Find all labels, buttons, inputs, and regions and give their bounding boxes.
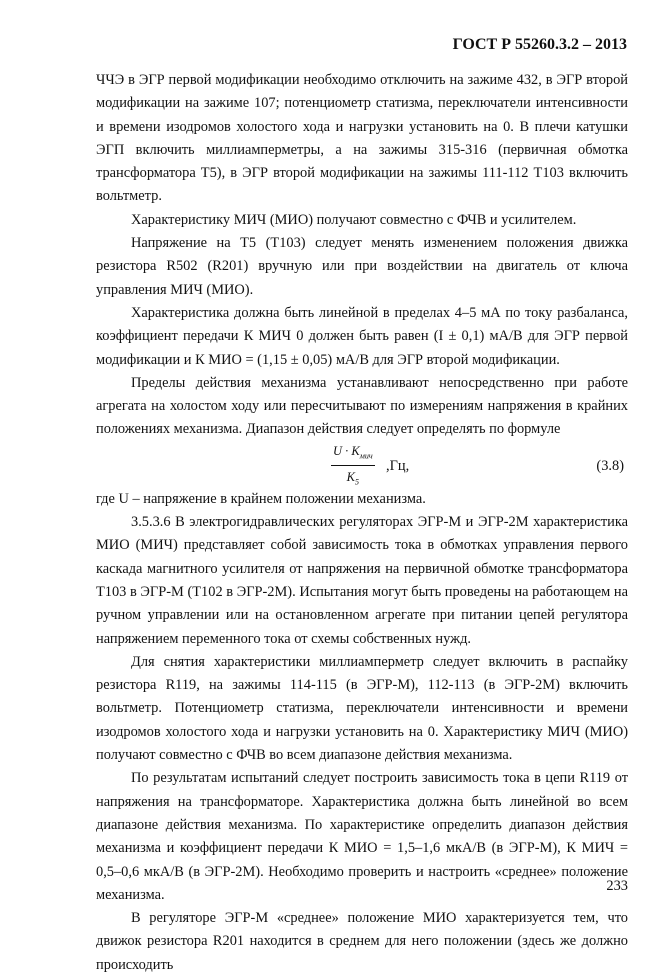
document-body bbox=[96, 69, 628, 977]
paragraph: Для снятия характеристики миллиамперметр следует включить в распайку резистора R119, на зажимы 114-115 (в ЭГР-М), 112-113 (в ЭГР-2М) включить вольтметр. Потенциометр статизма, переключатели интенсивности и времени изодромов холостого хода и нагрузки установить на 0. Характеристику МИЧ (МИО) получают совместно с ФЧВ во всем диапазоне действия механизма. bbox=[96, 653, 628, 764]
paragraph: ЧЧЭ в ЭГР первой модификации необходимо отключить на зажиме 432, в ЭГР второй модификации на зажиме 107; потенциометр статизма, переключатели интенсивности и времени изодромов холостого хода и нагрузки установить на 0. В плечи катушки ЭГП включить миллиамперметры, а на зажимы 315-316 (первичная обмотка трансформатора Т5), в ЭГР второй модификации на зажимы 111-112 Т103 включить вольтметр. bbox=[96, 72, 628, 205]
paragraph: Пределы действия механизма устанавливают непосредственно при работе агрегата на холостом ходу или пересчитывают по измерениям напряжения в крайних положениях механизма. Диапазон действия следует определять по формуле bbox=[96, 374, 628, 438]
paragraph: Характеристика должна быть линейной в пределах 4–5 мА по току разбаланса, коэффициент передачи К МИЧ 0 должен быть равен (I ± 0,1) мА/В для ЭГР первой модификации и К МИО = (1,15 ± 0,05) мА/В для ЭГР второй модификации. bbox=[96, 304, 628, 368]
formula-denominator: $K_5$ bbox=[346, 470, 359, 487]
paragraph: По результатам испытаний следует построить зависимость тока в цепи R119 от напряжения на трансформаторе. Характеристика должна быть линейной во всем диапазоне действия механизма. По характеристике определить диапазон действия механизма и коэффициент передачи К МИО = 1,5–1,6 мкА/В (в ЭГР-М), К МИЧ = 0,5–0,6 мкА/В (в ЭГР-2М). Необходимо проверить и настроить «среднее» положение механизма. bbox=[96, 770, 628, 903]
page-number: 233 bbox=[606, 878, 628, 894]
paragraph: Напряжение на Т5 (Т103) следует менять изменением положения движка резистора R502 (R201) вручную или при воздействии на двигатель от ключа управления МИЧ (МИО). bbox=[96, 235, 628, 298]
formula-number: (3.8) bbox=[596, 457, 624, 474]
document-header: ГОСТ Р 55260.3.2 – 2013 bbox=[452, 36, 627, 53]
formula-numerator: $U \cdot K_{мич}$ bbox=[331, 443, 375, 467]
paragraph: В регуляторе ЭГР-М «среднее» положение МИО характеризуется тем, что движок резистора R201 находится в среднем для него положении (здесь же должно происходить bbox=[96, 910, 628, 973]
paragraph: 3.5.3.6 В электрогидравлических регуляторах ЭГР-М и ЭГР-2М характеристика МИО (МИЧ) представляет собой зависимость тока в обмотках управления первого каскада магнитного усилителя от напряжения на первичной обмотке трансформатора Т103 в ЭГР-М (Т102 в ЭГР-2М). Испытания могут быть проведены на работающем на ручном управлении или на остановленном агрегате при питании цепей регулятора напряжением переменного тока от схемы собственных нужд. bbox=[96, 514, 628, 647]
formula-3-8 bbox=[96, 442, 628, 488]
formula-explanation: где U – напряжение в крайнем положении механизма. bbox=[96, 490, 426, 507]
paragraph: Характеристику МИЧ (МИО) получают совместно с ФЧВ и усилителем. bbox=[131, 211, 577, 228]
formula-fraction bbox=[331, 443, 375, 492]
formula-unit: ,Гц, bbox=[386, 457, 410, 474]
